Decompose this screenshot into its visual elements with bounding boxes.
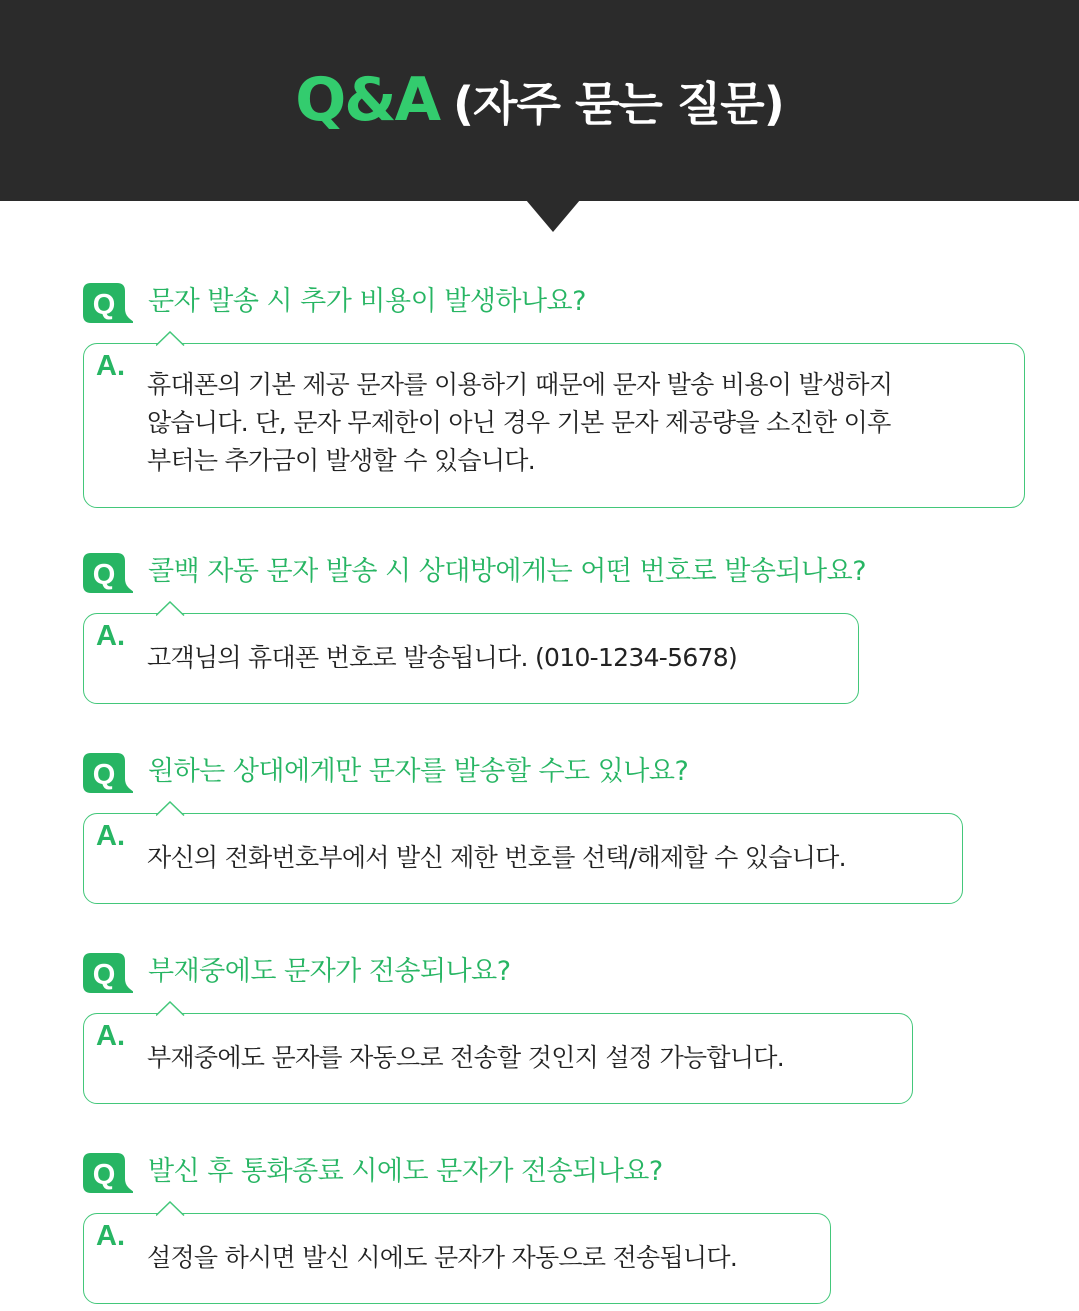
answer-box	[83, 613, 859, 704]
question-text: 문자 발송 시 추가 비용이 발생하나요?	[148, 286, 586, 317]
answer-text: 부재중에도 문자를 자동으로 전송할 것인지 설정 가능합니다.	[147, 1043, 784, 1072]
q-badge-icon	[83, 953, 133, 993]
answer-box	[83, 1213, 831, 1304]
answer-label: A.	[96, 620, 125, 652]
answer-text: 자신의 전화번호부에서 발신 제한 번호를 선택/해제할 수 있습니다.	[147, 843, 846, 872]
answer-label: A.	[96, 350, 125, 382]
q-badge-label: Q	[92, 959, 116, 991]
page-title	[0, 62, 1079, 142]
q-badge-icon	[83, 553, 133, 593]
question-text: 콜백 자동 문자 발송 시 상대방에게는 어떤 번호로 발송되나요?	[148, 556, 867, 587]
question-text: 부재중에도 문자가 전송되나요?	[148, 956, 511, 987]
answer-box	[83, 813, 963, 904]
q-badge-label: Q	[92, 289, 116, 321]
answer-text: 설정을 하시면 발신 시에도 문자가 자동으로 전송됩니다.	[147, 1243, 738, 1272]
q-badge-label: Q	[92, 1159, 116, 1191]
header-pointer	[526, 200, 580, 232]
faq-header	[0, 0, 1079, 201]
answer-text: 휴대폰의 기본 제공 문자를 이용하기 때문에 문자 발송 비용이 발생하지 않습니다. 단, 문자 무제한이 아닌 경우 기본 문자 제공량을 소진한 이후 부터는 추가금이 발생할 수 있습니다.	[147, 370, 893, 475]
title-accent: Q&A	[295, 65, 440, 135]
question-text: 발신 후 통화종료 시에도 문자가 전송되나요?	[148, 1156, 663, 1187]
answer-box	[83, 1013, 913, 1104]
answer-label: A.	[96, 820, 125, 852]
answer-label: A.	[96, 1220, 125, 1252]
q-badge-label: Q	[92, 559, 116, 591]
title-subtitle: (자주 묻는 질문)	[453, 77, 784, 131]
question-text: 원하는 상대에게만 문자를 발송할 수도 있나요?	[148, 756, 689, 787]
q-badge-label: Q	[92, 759, 116, 791]
q-badge-icon	[83, 283, 133, 323]
answer-box	[83, 343, 1025, 508]
q-badge-icon	[83, 753, 133, 793]
q-badge-icon	[83, 1153, 133, 1193]
answer-label: A.	[96, 1020, 125, 1052]
answer-text: 고객님의 휴대폰 번호로 발송됩니다. (010-1234-5678)	[147, 643, 737, 672]
